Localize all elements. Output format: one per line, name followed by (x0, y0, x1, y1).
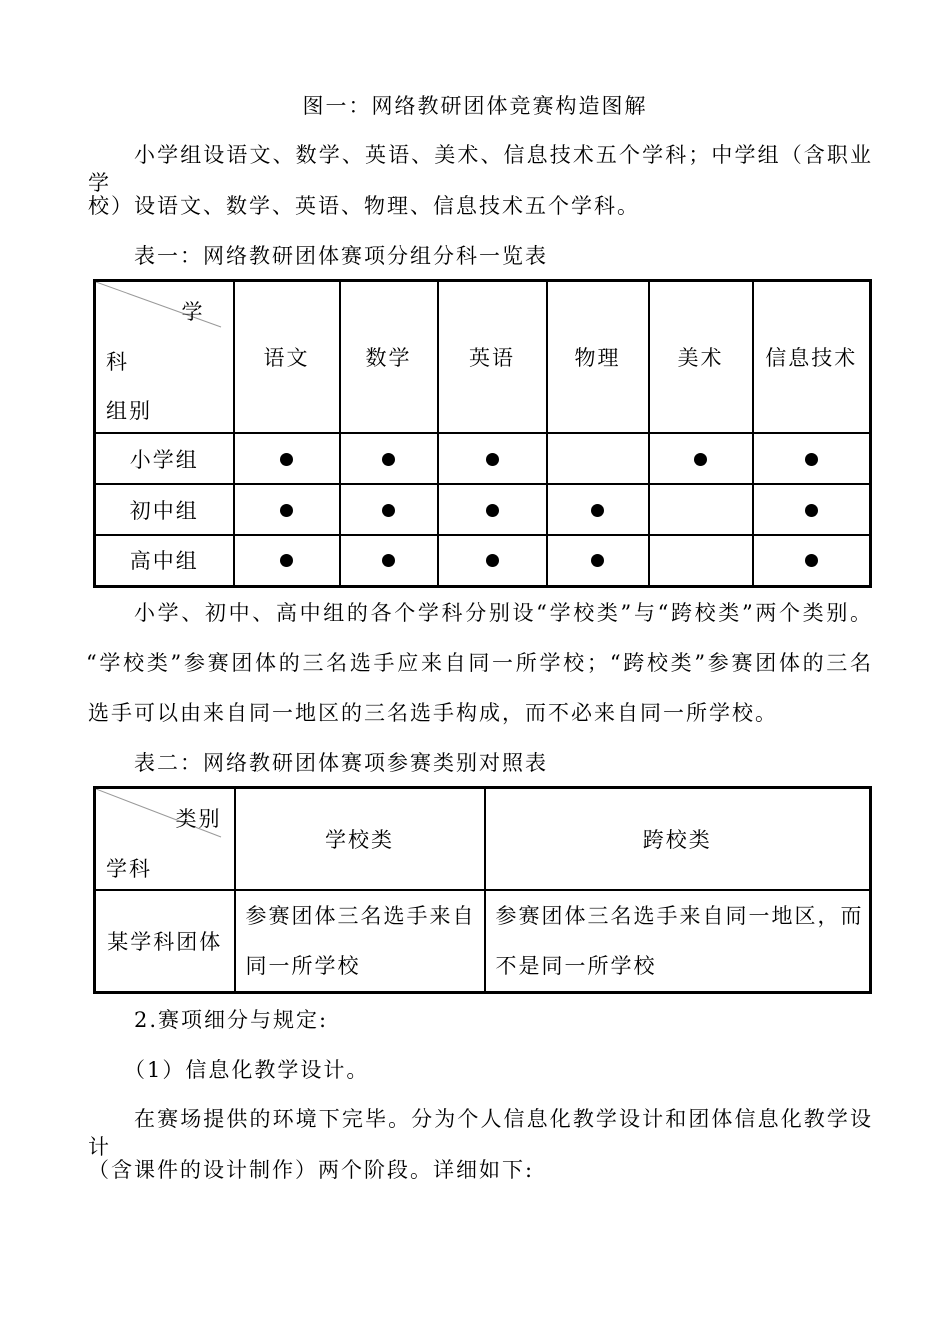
mark-cell (340, 484, 438, 535)
mark-cell (649, 484, 753, 535)
table-subjects-by-group (93, 279, 872, 588)
bullet-dot-icon (805, 504, 818, 517)
school-description-line-1: 参赛团体三名选手来自 (245, 904, 476, 928)
col-header-math: 数学 (340, 281, 438, 434)
bullet-dot-icon (382, 453, 395, 466)
table-row (95, 535, 871, 586)
para2-line-3: 选手可以由来自同一地区的三名选手构成，而不必来自同一所学校。 (88, 701, 778, 725)
bullet-dot-icon (486, 504, 499, 517)
row-label: 初中组 (95, 484, 234, 535)
para2-line-2: “学校类”参赛团体的三名选手应来自同一所学校；“跨校类”参赛团体的三名 (86, 651, 873, 675)
row-label: 小学组 (95, 433, 234, 484)
body-line-1 (88, 1105, 873, 1161)
table-row (95, 484, 871, 535)
bullet-dot-icon (805, 554, 818, 567)
table2-header-row (95, 788, 871, 891)
bullet-dot-icon (280, 554, 293, 567)
cross-description-cell (485, 890, 871, 993)
bullet-dot-icon (382, 554, 395, 567)
table2-caption: 表二：网络教研团体赛项参赛类别对照表 (134, 751, 548, 775)
mark-cell (234, 484, 340, 535)
intro-line-2: 校）设语文、数学、英语、物理、信息技术五个学科。 (88, 194, 640, 218)
body-text-1: 在赛场提供的环境下完毕。分为个人信息化教学设计和团体信息化教学设计 (88, 1107, 873, 1159)
table1-header-row (95, 281, 871, 434)
table-row (95, 890, 871, 993)
mark-cell (438, 484, 547, 535)
mark-cell (753, 535, 871, 586)
cross-description-line-1: 参赛团体三名选手来自同一地区，而 (495, 904, 864, 928)
table2-corner-cell (95, 788, 235, 891)
col-header-art: 美术 (649, 281, 753, 434)
mark-cell (649, 433, 753, 484)
table1-corner-cell (95, 281, 234, 434)
row-label: 高中组 (95, 535, 234, 586)
mark-cell (547, 433, 649, 484)
mark-cell (547, 535, 649, 586)
para2-line-1 (88, 599, 873, 627)
mark-cell (649, 535, 753, 586)
mark-cell (753, 484, 871, 535)
mark-cell (340, 433, 438, 484)
bullet-dot-icon (486, 453, 499, 466)
row-label: 某学科团体 (95, 890, 235, 993)
col-header-english: 英语 (438, 281, 547, 434)
body-line-2: （含课件的设计制作）两个阶段。详细如下: (88, 1158, 535, 1182)
col-header-school: 学校类 (235, 788, 485, 891)
mark-cell (234, 535, 340, 586)
bullet-dot-icon (486, 554, 499, 567)
sub-heading: （1）信息化教学设计。 (124, 1058, 370, 1082)
corner-label-subject: 学科 (106, 857, 152, 881)
corner-label-subject-mid: 科 (106, 350, 129, 374)
intro-text-1: 小学组设语文、数学、英语、美术、信息技术五个学科；中学组（含职业学 (88, 143, 873, 195)
para2-text-1: 小学、初中、高中组的各个学科分别设“学校类”与“跨校类”两个类别。 (134, 601, 873, 625)
corner-label-category: 类别 (175, 807, 222, 831)
mark-cell (340, 535, 438, 586)
col-header-cross-school: 跨校类 (485, 788, 871, 891)
figure-caption: 图一：网络教研团体竞赛构造图解 (302, 94, 648, 118)
mark-cell (438, 535, 547, 586)
intro-line-1 (88, 141, 873, 197)
mark-cell (547, 484, 649, 535)
bullet-dot-icon (591, 554, 604, 567)
col-header-it: 信息技术 (753, 281, 871, 434)
bullet-dot-icon (805, 453, 818, 466)
cross-description-line-2: 不是同一所学校 (495, 954, 657, 978)
school-description-cell (235, 890, 485, 993)
bullet-dot-icon (591, 504, 604, 517)
bullet-dot-icon (694, 453, 707, 466)
table1-caption: 表一：网络教研团体赛项分组分科一览表 (134, 244, 548, 268)
table-row (95, 433, 871, 484)
school-description-line-2: 同一所学校 (245, 954, 361, 978)
corner-label-subject-top: 学 (181, 300, 205, 324)
section-heading: 2.赛项细分与规定: (134, 1008, 329, 1032)
mark-cell (753, 433, 871, 484)
corner-label-group: 组别 (106, 399, 152, 423)
bullet-dot-icon (382, 504, 395, 517)
bullet-dot-icon (280, 453, 293, 466)
col-header-physics: 物理 (547, 281, 649, 434)
table-category-comparison (93, 786, 872, 994)
mark-cell (438, 433, 547, 484)
bullet-dot-icon (280, 504, 293, 517)
mark-cell (234, 433, 340, 484)
col-header-chinese: 语文 (234, 281, 340, 434)
